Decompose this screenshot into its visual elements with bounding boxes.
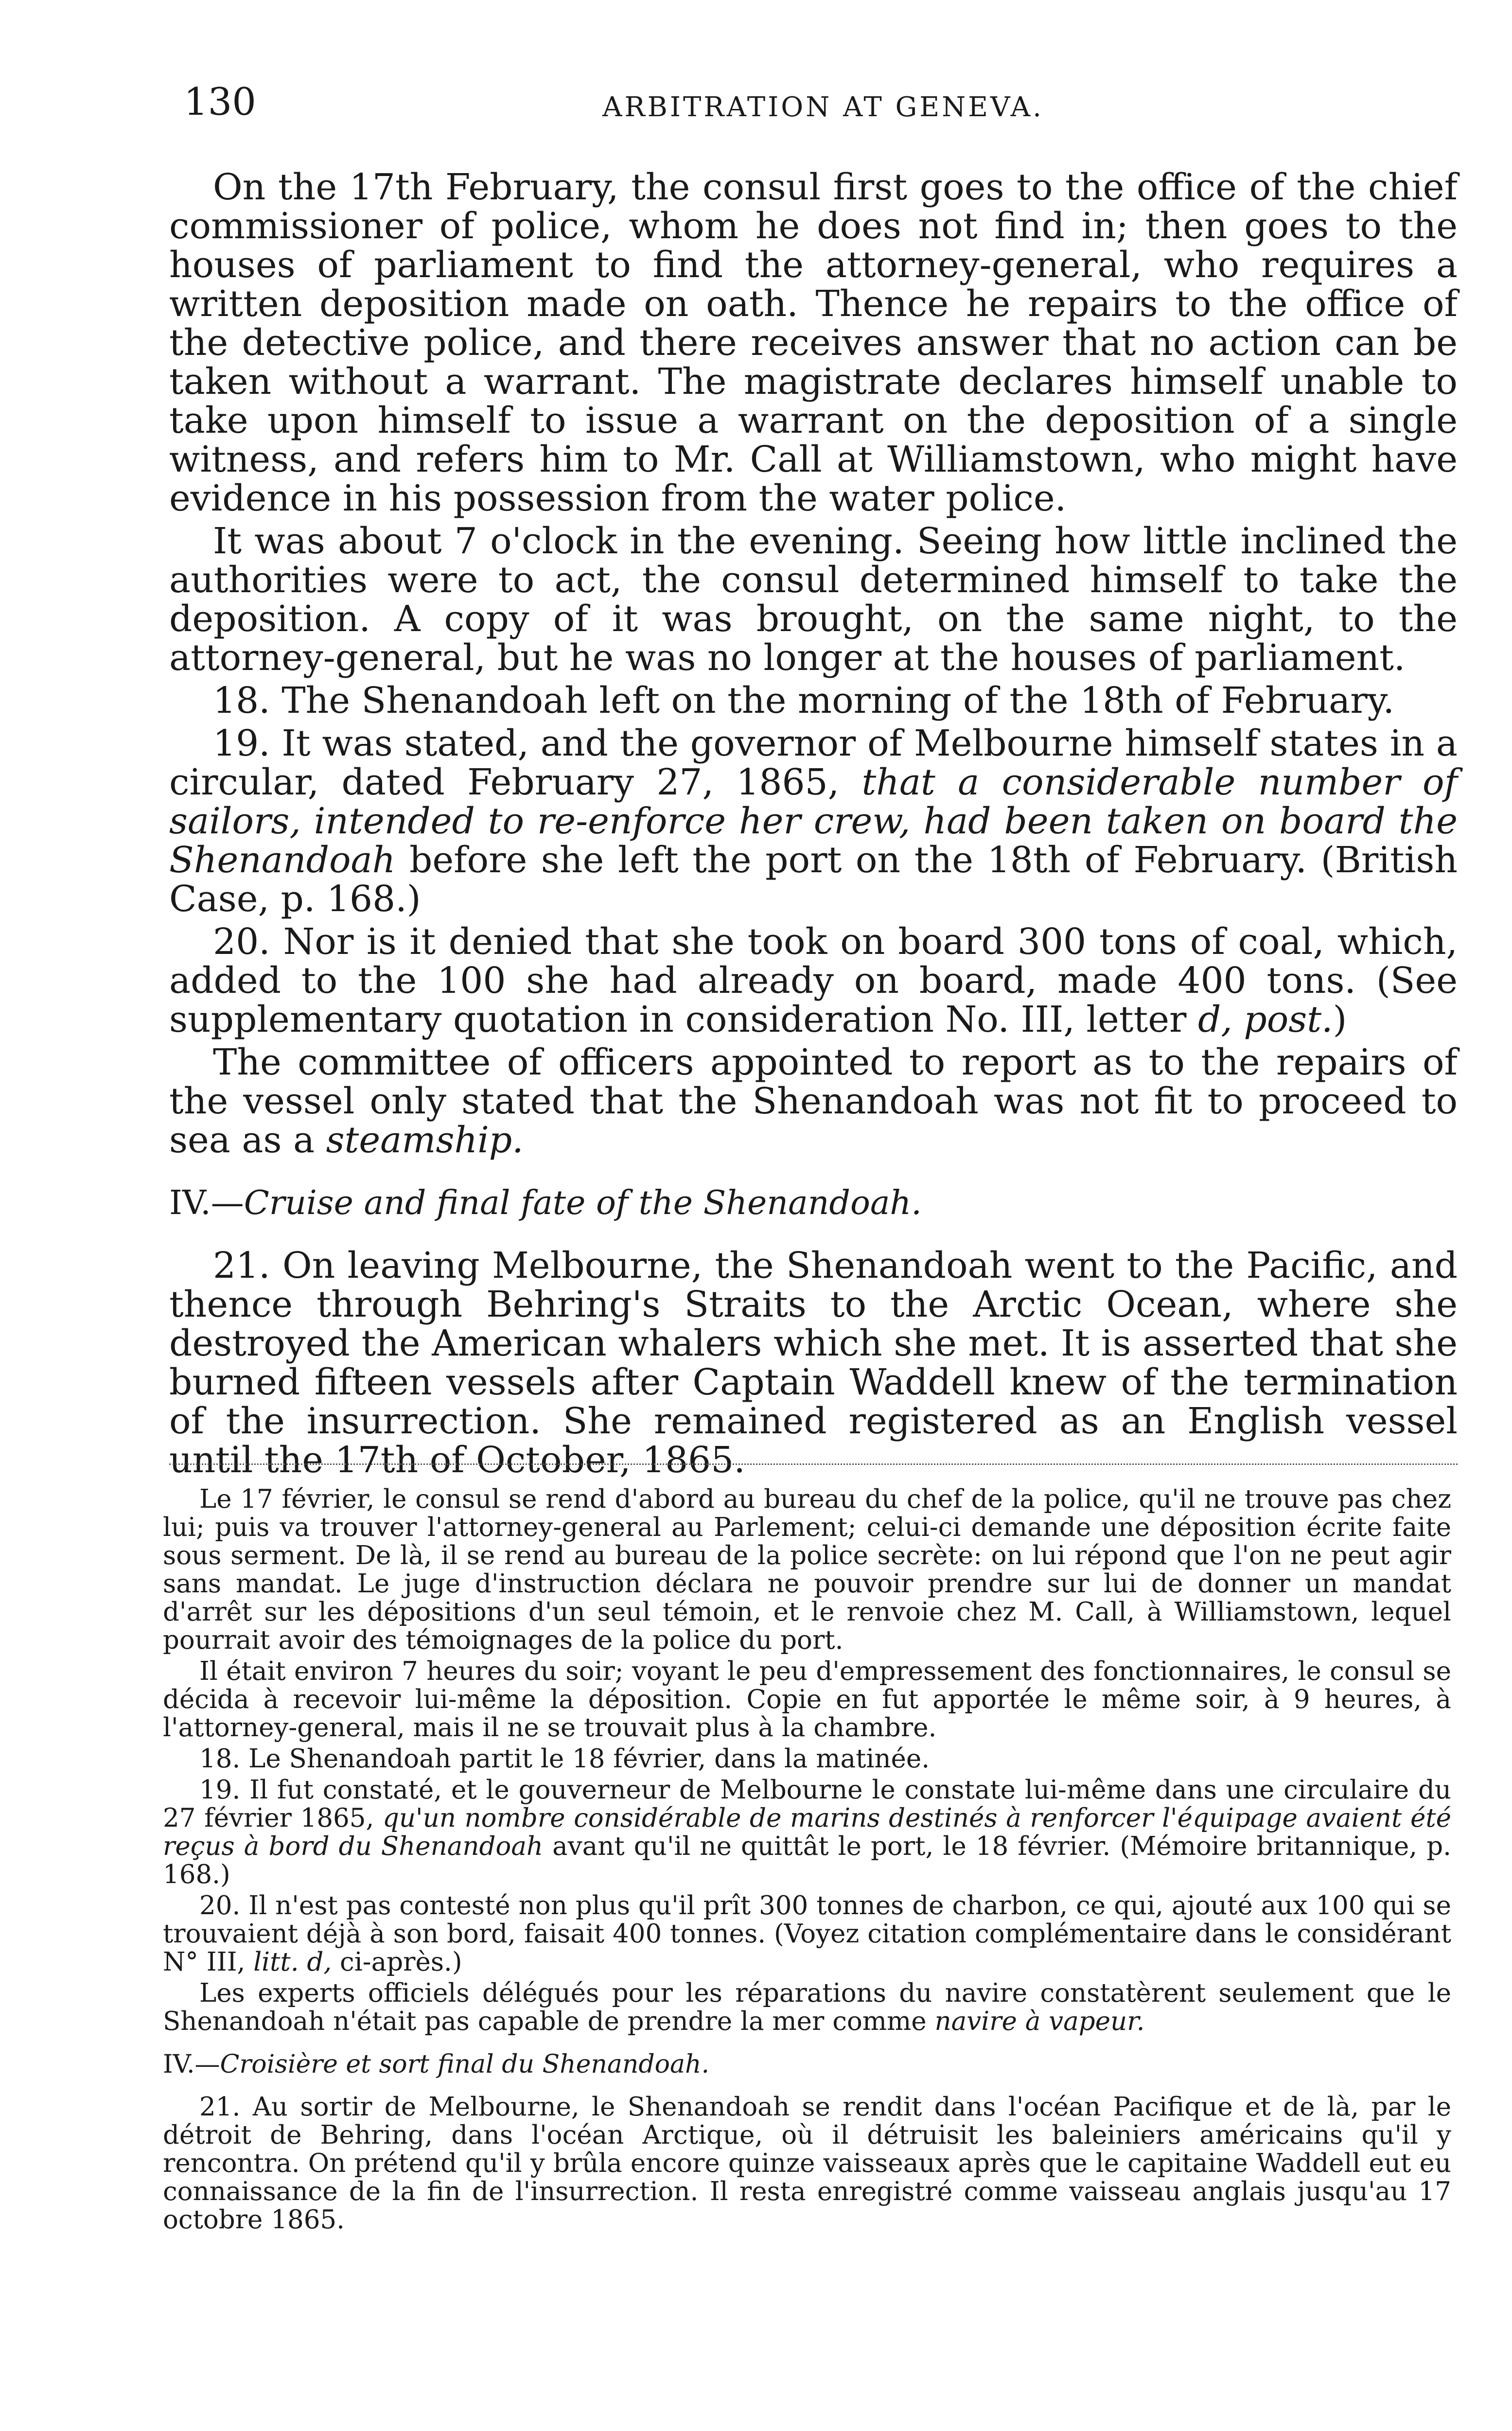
english-paragraph-1: On the 17th February, the consul first goes to the office of the chief commissioner of police, whom he does not find in; then goes to the houses of parliament to find the attorney-general, who requires a written deposition made on oath. Thence he repairs to the office of the detective police, and there receives answer that no action can be taken without a warrant. The magistrate declares himself unable to take upon himself to issue a warrant on the deposition of a single witness, and refers him to Mr. Call at Williamstown, who might have evidence in his possession from the water police. (169, 166, 1458, 519)
french-paragraph-20 (163, 1892, 1451, 1976)
english-paragraph-2: It was about 7 o'clock in the evening. Seeing how little inclined the authorities were to act, the consul determined himself to take the deposition. A copy of it was brought, on the same night, to the attorney-general, but he was no longer at the houses of parliament. (169, 520, 1458, 679)
page-number: 130 (184, 80, 256, 124)
french-paragraph-18: 18. Le Shenandoah partit le 18 février, dans la matinée. (199, 1744, 930, 1774)
english-paragraph-21: 21. On leaving Melbourne, the Shenandoah went to the Pacific, and thence through Behring's Straits to the Arctic Ocean, where she destroyed the American whalers which she met. It is asserted that she burned fifteen vessels after Captain Waddell knew of the termination of the insurrection. She remained registered as an English vessel until the 17th of October, 1865. (169, 1245, 1458, 1481)
french-experts-text: Les experts officiels délégués pour les réparations du navire constatèrent seulement que le Shenandoah n'était pas capable de prendre la mer comme (163, 1978, 1451, 2036)
french-paragraph-1: Le 17 février, le consul se rend d'abord au bureau du chef de la police, qu'il ne trouve pas chez lui; puis va trouver l'attorney-general au Parlement; celui-ci demande une déposition écrite faite sous serment. De là, il se rend au bureau de la police secrète: on lui répond que l'on ne peut agir sans mandat. Le juge d'instruction déclara ne pouvoir prendre sur lui de donner un mandat d'arrêt sur les dépositions d'un seul témoin, et le renvoie chez M. Call, à Williamstown, lequel pourrait avoir des témoignages de la police du port. (163, 1484, 1451, 1655)
english-p19-tail: before she left the port on the 18th of February. (British Case, p. 168.) (169, 839, 1458, 920)
english-section-heading (169, 1184, 1458, 1223)
english-p19-italic: that a considerable number of sailors, intended to re-enforce her crew, had been taken on board the Shenandoah (169, 761, 1458, 881)
english-committee-text: The committee of officers appointed to report as to the repairs of the vessel only stated that the Shenandoah was not fit to proceed to sea as a (169, 1041, 1458, 1161)
english-p20-tail: ) (1333, 999, 1347, 1040)
english-p19-text: 19. It was stated, and the governor of Melbourne himself states in a circular, dated February 27, 1865, (169, 722, 1458, 803)
english-paragraph-20 (169, 922, 1458, 1039)
french-paragraph-21: 21. Au sortir de Melbourne, le Shenandoah se rendit dans l'océan Pacifique et de là, par le détroit de Behring, dans l'océan Arctique, où il détruisit les baleiniers américains qu'il y rencontra. On prétend qu'il y brûla encore quinze vaisseaux après que le capitaine Waddell eut eu connaissance de la fin de l'insurrection. Il resta enregistré comme vaisseau anglais jusqu'au 17 octobre 1865. (163, 2092, 1451, 2235)
english-paragraph-19 (169, 724, 1458, 918)
french-heading-title: Croisière et sort final du Shenandoah. (220, 2050, 709, 2079)
running-title: ARBITRATION AT GENEVA. (602, 91, 1044, 123)
french-p19-text: 19. Il fut constaté, et le gouverneur de Melbourne le constate lui-même dans une circulaire du 27 février 1865, (163, 1775, 1451, 1833)
french-p19-italic: qu'un nombre considérable de marins destinés à renforcer l'équipage avaient été reçus à bord du Shenandoah (163, 1803, 1451, 1861)
french-section-heading (163, 2050, 1451, 2079)
section-divider (169, 1463, 1458, 1465)
french-p20-italic: litt. d, (253, 1947, 332, 1977)
english-p20-text: 20. Nor is it denied that she took on board 300 tons of coal, which, added to the 100 she had already on board, made 400 tons. (See supplementary quotation in consideration No. III, letter (169, 921, 1458, 1040)
english-heading-number: IV.— (169, 1184, 244, 1222)
french-paragraph-experts (163, 1979, 1451, 2036)
french-p20-text: 20. Il n'est pas contesté non plus qu'il prît 300 tonnes de charbon, ce qui, ajouté aux 100 qui se trouvaient déjà à son bord, faisait 400 tonnes. (Voyez citation complémentaire dans le considérant N° III, (163, 1891, 1451, 1977)
english-paragraph-committee (169, 1043, 1458, 1160)
english-paragraph-18: 18. The Shenandoah left on the morning of the 18th of February. (213, 680, 1395, 722)
english-heading-title: Cruise and final fate of the Shenandoah. (244, 1184, 922, 1222)
french-p19-tail: avant qu'il ne quittât le port, le 18 février. (Mémoire britannique, p. 168.) (163, 1832, 1452, 1889)
english-committee-italic: steamship. (326, 1119, 524, 1161)
english-text-block (169, 168, 1458, 1480)
page-header (184, 78, 1462, 136)
english-p20-italic: d, post. (1197, 999, 1333, 1040)
french-text-block (163, 1485, 1451, 2234)
french-paragraph-2: Il était environ 7 heures du soir; voyant le peu d'empressement des fonctionnaires, le consul se décida à recevoir lui-même la déposition. Copie en fut apportée le même soir, à 9 heures, à l'attorney-general, mais il ne se trouvait plus à la chambre. (163, 1656, 1451, 1743)
french-p20-tail: ci-après.) (332, 1947, 462, 1977)
french-paragraph-19 (163, 1776, 1451, 1889)
french-experts-italic: navire à vapeur. (934, 2007, 1145, 2036)
french-heading-number: IV.— (163, 2050, 220, 2079)
